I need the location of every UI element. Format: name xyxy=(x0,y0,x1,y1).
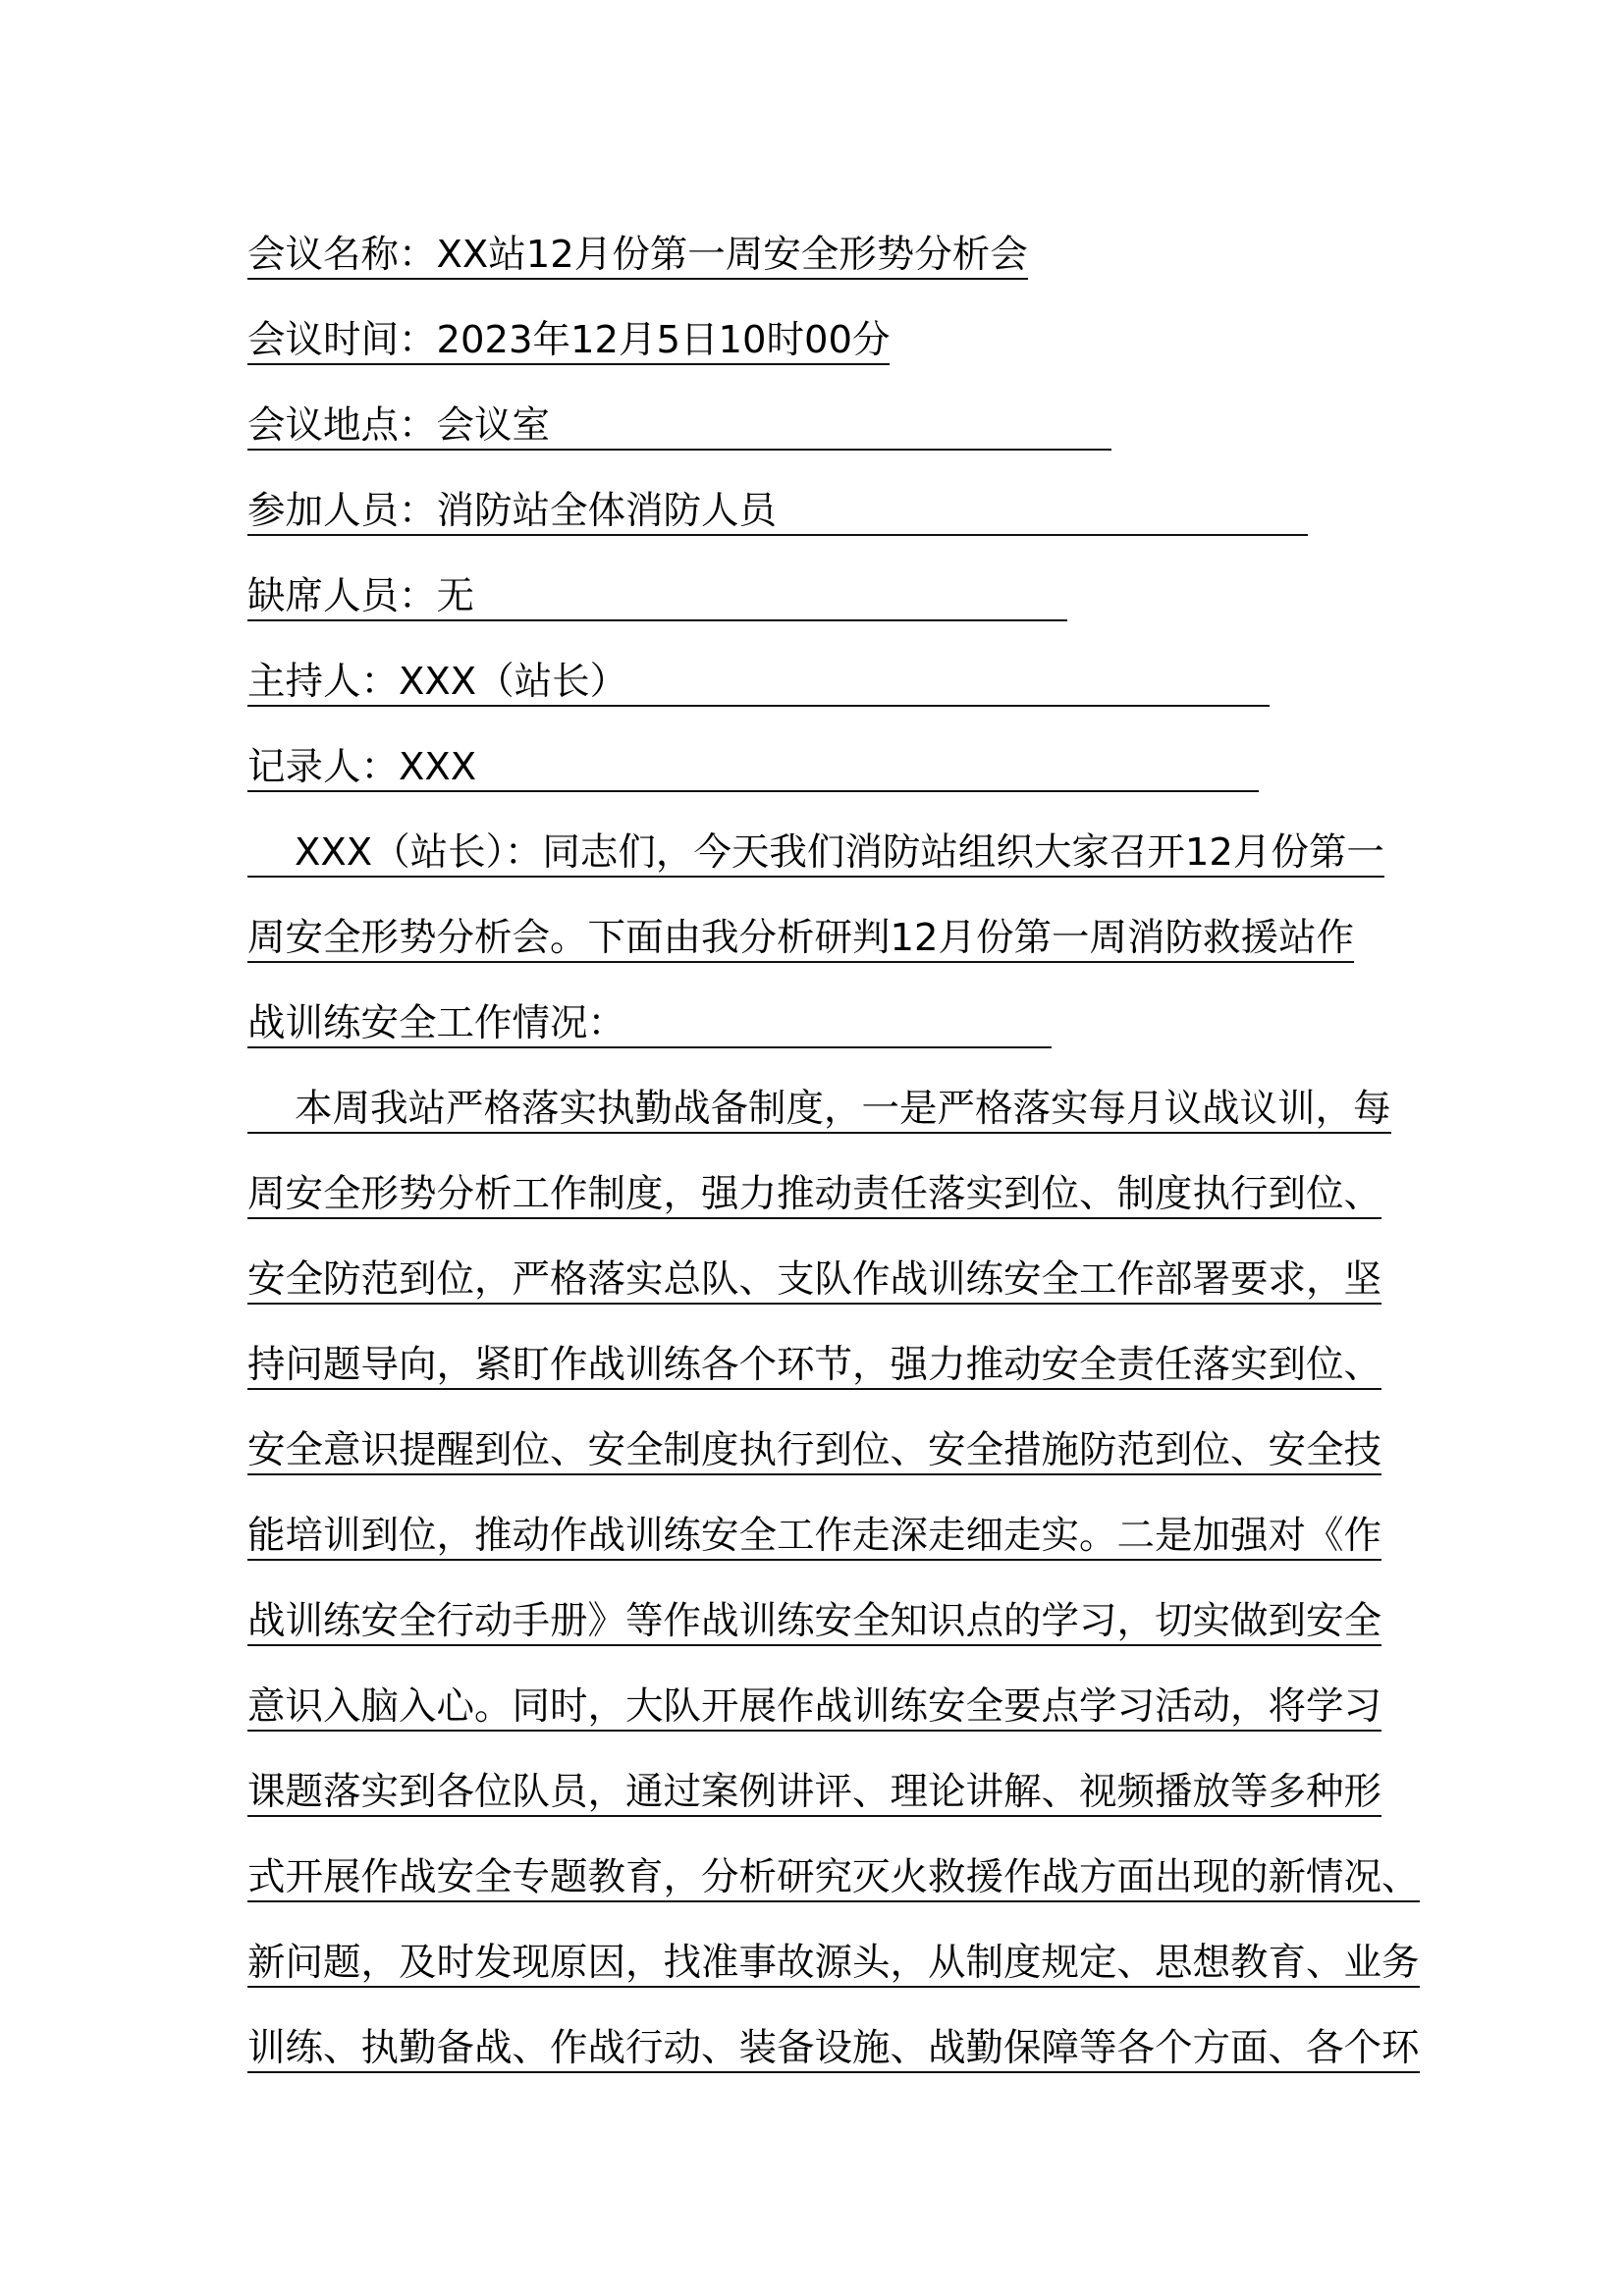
paragraph-line-text: 战训练安全工作情况： xyxy=(247,1002,1052,1048)
paragraph-line-text: 持问题导向，紧盯作战训练各个环节，强力推动安全责任落实到位、 xyxy=(247,1344,1381,1390)
meeting-minutes-content xyxy=(247,214,1485,2093)
paragraph-line-text: 新问题，及时发现原因，找准事故源头，从制度规定、思想教育、业务 xyxy=(247,1942,1420,1988)
meeting-name-value: XX站12月份第一周安全形势分析会 xyxy=(436,232,1028,277)
paragraph-line xyxy=(247,1837,1485,1922)
paragraph-line xyxy=(247,1068,1485,1153)
field-label: 参加人员： xyxy=(247,488,437,533)
attendees-underline xyxy=(247,490,1308,536)
paragraph-line xyxy=(247,1410,1485,1495)
paragraph-line-text: 安全意识提醒到位、安全制度执行到位、安全措施防范到位、安全技 xyxy=(247,1429,1381,1475)
paragraph-line xyxy=(247,1495,1485,1580)
field-label: 会议时间： xyxy=(247,317,437,362)
field-label: 主持人： xyxy=(247,659,400,704)
attendees-value: 消防站全体消防人员 xyxy=(436,488,778,533)
paragraph-line xyxy=(247,983,1485,1068)
meeting-name-underline xyxy=(247,234,1028,280)
meeting-place-field xyxy=(247,385,1485,470)
meeting-time-field xyxy=(247,299,1485,385)
meeting-place-underline xyxy=(247,404,1111,451)
paragraph-line-text: 战训练安全行动手册》等作战训练安全知识点的学习，切实做到安全 xyxy=(247,1600,1381,1646)
paragraph-line xyxy=(247,1324,1485,1410)
field-label: 会议名称： xyxy=(247,232,437,277)
recorder-value: XXX xyxy=(399,744,477,789)
attendees-field xyxy=(247,470,1485,556)
paragraph-line-text: 周安全形势分析工作制度，强力推动责任落实到位、制度执行到位、 xyxy=(247,1173,1381,1219)
field-label: 缺席人员： xyxy=(247,573,437,618)
paragraph-line xyxy=(247,1666,1485,1751)
meeting-place-value: 会议室 xyxy=(436,402,551,448)
paragraph-line-text: 安全防范到位，严格落实总队、支队作战训练安全工作部署要求，坚 xyxy=(247,1258,1381,1305)
absentees-value: 无 xyxy=(436,573,475,618)
paragraph-line-text: XXX（站长）：同志们，今天我们消防站组织大家召开12月份第一 xyxy=(247,831,1384,878)
paragraph-line xyxy=(247,812,1485,897)
paragraph-line xyxy=(247,1751,1485,1837)
paragraph-line-text: 课题落实到各位队员，通过案例讲评、理论讲解、视频播放等多种形 xyxy=(247,1771,1381,1817)
paragraph-line xyxy=(247,1239,1485,1324)
field-label: 记录人： xyxy=(247,744,400,789)
meeting-time-value: 2023年12月5日10时00分 xyxy=(436,317,891,362)
paragraph-line xyxy=(247,897,1485,983)
paragraph-line xyxy=(247,2007,1485,2093)
paragraph-line-text: 能培训到位，推动作战训练安全工作走深走细走实。二是加强对《作 xyxy=(247,1515,1381,1561)
host-field xyxy=(247,641,1485,726)
paragraph-line-text: 本周我站严格落实执勤战备制度，一是严格落实每月议战议训，每 xyxy=(247,1088,1391,1134)
meeting-time-underline xyxy=(247,319,890,365)
paragraph-line-text: 周安全形势分析会。下面由我分析研判12月份第一周消防救援站作 xyxy=(247,917,1354,963)
paragraph-line xyxy=(247,1580,1485,1666)
paragraph-line-text: 意识入脑入心。同时，大队开展作战训练安全要点学习活动，将学习 xyxy=(247,1685,1381,1732)
paragraph-line-text: 式开展作战安全专题教育，分析研究灭火救援作战方面出现的新情况、 xyxy=(247,1856,1420,1902)
host-value: XXX（站长） xyxy=(399,659,628,704)
meeting-name-field xyxy=(247,214,1485,299)
absentees-field xyxy=(247,556,1485,641)
host-underline xyxy=(247,661,1270,707)
recorder-underline xyxy=(247,746,1259,792)
paragraph-line xyxy=(247,1153,1485,1239)
field-label: 会议地点： xyxy=(247,402,437,448)
recorder-field xyxy=(247,726,1485,812)
paragraph-line xyxy=(247,1922,1485,2007)
paragraph-line-text: 训练、执勤备战、作战行动、装备设施、战勤保障等各个方面、各个环 xyxy=(247,2027,1420,2073)
absentees-underline xyxy=(247,575,1067,621)
